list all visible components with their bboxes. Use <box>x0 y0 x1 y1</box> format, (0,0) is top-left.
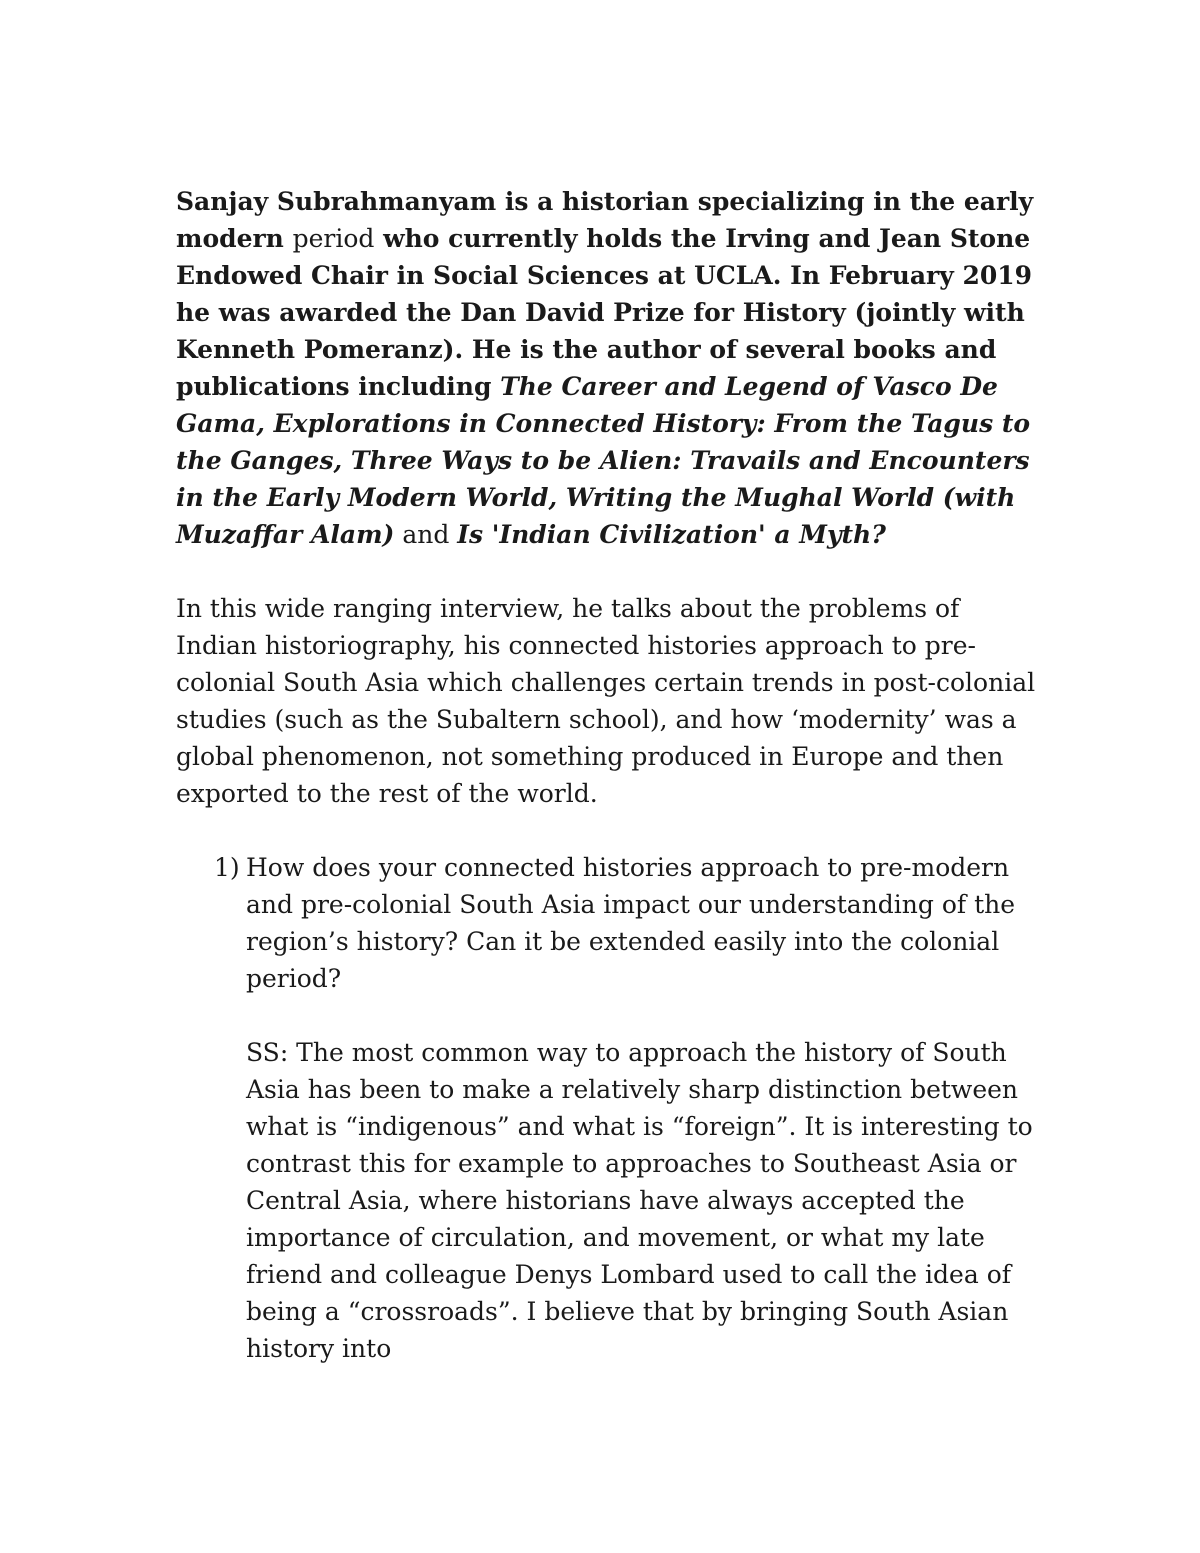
question-number: 1) <box>214 853 240 882</box>
interview-intro-paragraph: In this wide ranging interview, he talks about the problems of Indian historiography, his connected histories approach to pre-colonial South Asia which challenges certain trends in post-colonial studies (such as the Subaltern school), and how ‘modernity’ was a global phenomenon, not something produced in Europe and then exported to the rest of the world. <box>176 594 1036 808</box>
book-titles: The Career and Legend of Vasco De Gama, Explorations in Connected History: From the Tagus to the Ganges, Three Ways to be Alien: Travails and Encounters in the Early Modern World, Writing the Mughal World (with Muzaffar Alam) <box>176 372 1031 549</box>
document-page <box>176 183 1036 1367</box>
question-item <box>176 849 1036 1367</box>
bio-conjunction: and <box>394 520 458 549</box>
answer-text: SS: The most common way to approach the history of South Asia has been to make a relatively sharp distinction between what is “indigenous” and what is “foreign”. It is interesting to contrast this for example to approaches to Southeast Asia or Central Asia, where historians have always accepted the importance of circulation, and movement, or what my late friend and colleague Denys Lombard used to call the idea of being a “crossroads”. I believe that by bringing South Asian history into <box>246 1038 1033 1363</box>
author-bio-paragraph <box>176 183 1036 553</box>
last-book-title: Is 'Indian Civilization' a Myth? <box>457 520 886 549</box>
question-text: How does your connected histories approach to pre-modern and pre-colonial South Asia impact our understanding of the region’s history? Can it be extended easily into the colonial period? <box>246 853 1016 993</box>
bio-text-part-2: who currently holds the Irving and Jean Stone Endowed Chair in Social Sciences at UCLA. In February 2019 he was awarded the Dan David Prize for History (jointly with Kenneth Pomeranz). He is the author of several books and publications including <box>176 224 1033 401</box>
bio-text-plain-word: period <box>292 224 375 253</box>
bio-text-part-1: Sanjay Subrahmanyam is a historian specializing in the early modern <box>176 187 1034 253</box>
